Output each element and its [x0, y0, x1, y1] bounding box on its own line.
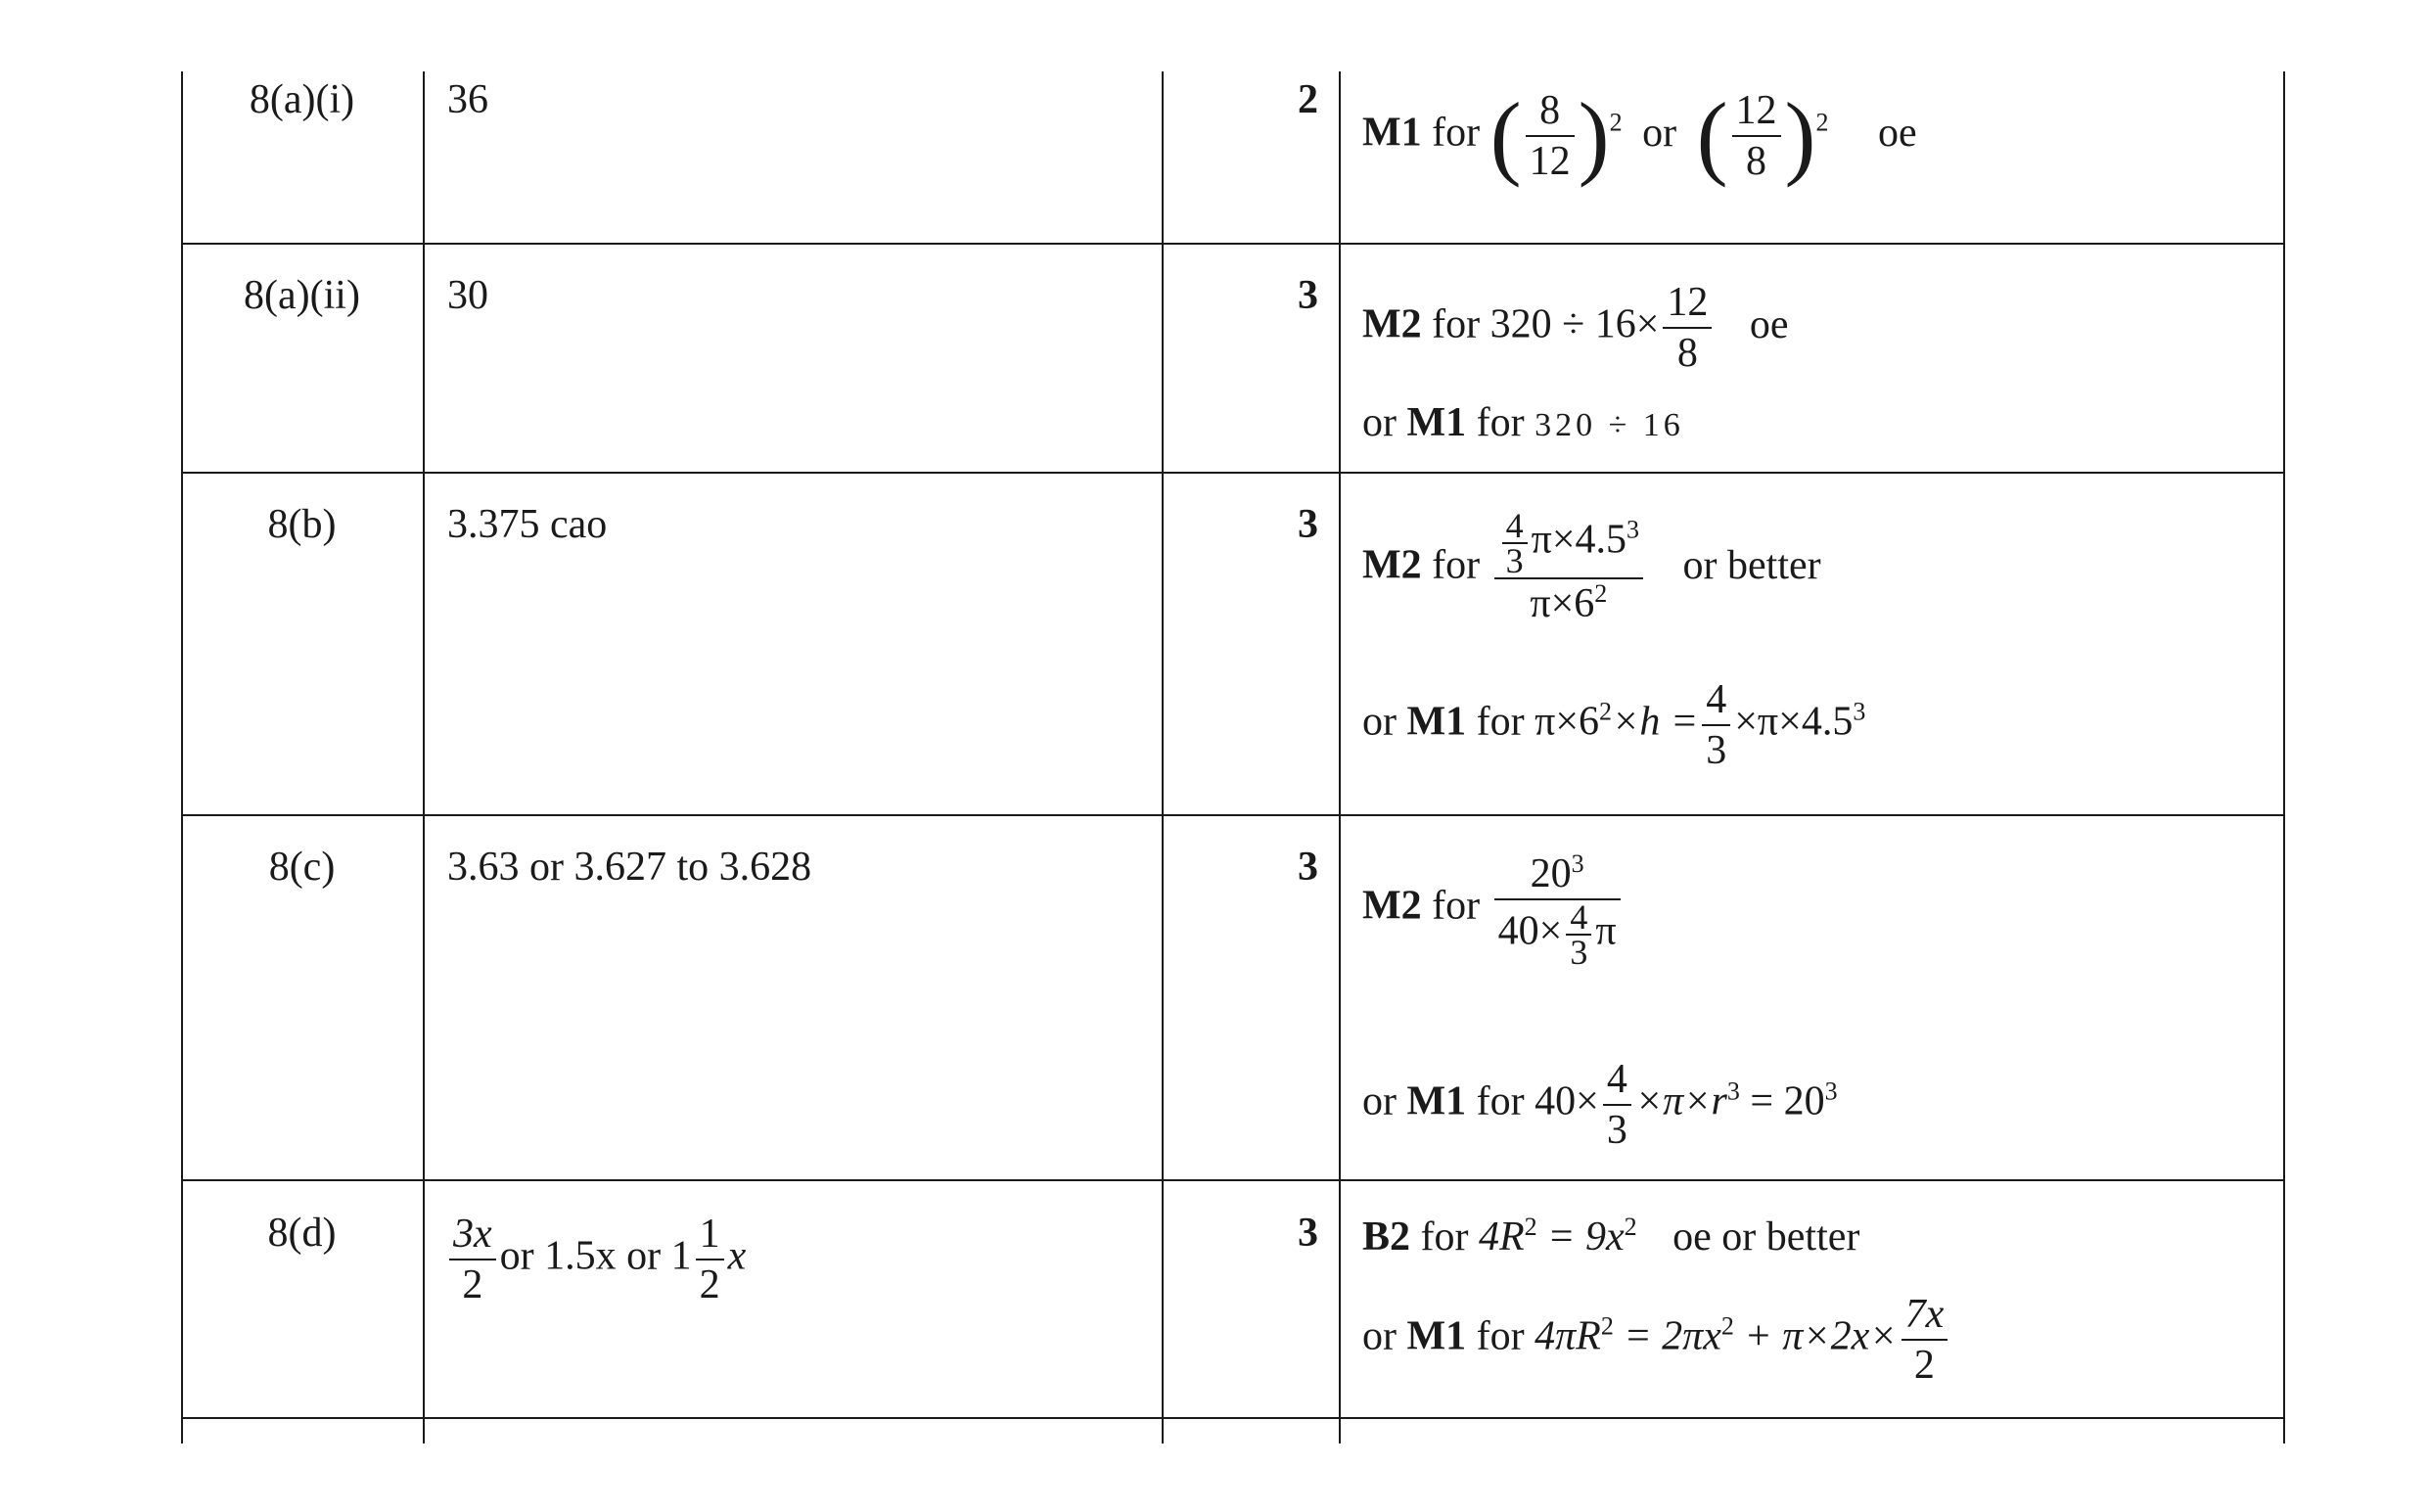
marks: 3	[1298, 273, 1318, 318]
fraction-denominator: 2	[1913, 1343, 1935, 1388]
marks: 3	[1298, 1211, 1318, 1256]
guidance-line	[1362, 1055, 1838, 1155]
fraction	[1702, 675, 1730, 775]
guidance-line	[1362, 675, 1865, 775]
row-separator	[181, 472, 2285, 474]
oe-text: oe	[1749, 301, 1789, 347]
expression: = 9x	[1536, 1214, 1625, 1260]
answer: 30	[447, 273, 488, 318]
compound-fraction	[1494, 506, 1643, 628]
fraction-numerator	[1494, 849, 1621, 900]
guidance-line	[1362, 83, 1917, 188]
mark-code: M2	[1362, 883, 1422, 929]
expression: ×h =	[1612, 699, 1699, 745]
exponent: 2	[1720, 1311, 1734, 1341]
mark-code: M1	[1406, 1313, 1467, 1359]
mark-code: B2	[1362, 1214, 1411, 1260]
right-paren: )	[1784, 83, 1816, 188]
expression: 4πR	[1535, 1313, 1601, 1359]
answer-text: x	[727, 1233, 747, 1279]
for-text: for	[1420, 1214, 1469, 1260]
guidance-line	[1362, 1214, 1859, 1260]
fraction-denominator: 3	[1570, 933, 1588, 972]
fraction-numerator: 3x	[449, 1210, 496, 1260]
fraction-denominator: 8	[1746, 139, 1767, 184]
fraction	[1663, 278, 1712, 378]
fraction-numerator: 4	[1603, 1055, 1631, 1106]
question-number: 8(a)(ii)	[244, 273, 360, 318]
expression: 320 ÷ 16	[1535, 407, 1684, 443]
fraction	[449, 1210, 496, 1309]
exponent: 2	[1815, 108, 1829, 137]
expression: π×6	[1535, 699, 1600, 745]
guidance-line	[1362, 506, 1821, 628]
exponent: 3	[1853, 697, 1866, 726]
fraction-denominator	[1494, 897, 1621, 972]
mark-code: M1	[1362, 110, 1422, 156]
question-number: 8(b)	[267, 502, 337, 547]
or-better-text: or better	[1682, 542, 1821, 588]
table-divider-marks	[1339, 71, 1341, 1443]
answer-text: or 1.5x or 1	[499, 1233, 692, 1279]
or-text: or	[1362, 400, 1397, 445]
fraction-numerator: 4	[1566, 900, 1591, 936]
left-paren: (	[1489, 83, 1522, 188]
or-text: or	[1362, 699, 1397, 745]
mark-code: M2	[1362, 542, 1422, 588]
fraction	[696, 1210, 724, 1309]
guidance-line	[1362, 278, 1789, 378]
fraction-denominator: 2	[699, 1262, 720, 1307]
or-text: or	[1362, 1078, 1397, 1124]
fraction-denominator: 12	[1529, 139, 1571, 184]
expression: ×π×4.5	[1734, 699, 1854, 745]
fraction	[1732, 86, 1781, 186]
expression: 320 ÷ 16×	[1489, 301, 1660, 347]
for-text: for	[1476, 1078, 1525, 1124]
fraction-denominator: 3	[1606, 1108, 1627, 1153]
expression: + π×2x×	[1733, 1313, 1898, 1359]
expression: ×π×r	[1634, 1078, 1727, 1124]
denominator-term: π	[1595, 908, 1617, 954]
marks: 2	[1298, 77, 1318, 122]
fraction-denominator: 8	[1676, 331, 1698, 376]
inner-fraction	[1502, 506, 1528, 580]
for-text: for	[1432, 301, 1481, 347]
fraction-numerator: 12	[1732, 86, 1781, 137]
exponent: 2	[1594, 579, 1608, 608]
answer: 36	[447, 77, 488, 122]
for-text: for	[1432, 542, 1481, 588]
for-text: for	[1432, 110, 1481, 156]
row-separator	[181, 814, 2285, 816]
exponent: 2	[1624, 1213, 1637, 1241]
exponent: 3	[1626, 515, 1640, 544]
compound-fraction	[1494, 849, 1621, 972]
expression: 4R	[1479, 1214, 1525, 1260]
fraction	[1526, 86, 1575, 186]
inner-fraction	[1566, 897, 1591, 972]
answer	[445, 1210, 746, 1309]
for-text: for	[1476, 400, 1525, 445]
marks: 3	[1298, 502, 1318, 547]
fraction-denominator: 3	[1706, 728, 1727, 773]
for-text: for	[1476, 699, 1525, 745]
exponent: 2	[1599, 697, 1613, 726]
fraction-numerator: 4	[1702, 675, 1730, 726]
expression: = 2πx	[1613, 1313, 1721, 1359]
guidance-line	[1362, 1290, 1951, 1390]
row-separator	[181, 243, 2285, 245]
for-text: for	[1476, 1313, 1525, 1359]
oe-text: oe	[1878, 110, 1917, 156]
marks: 3	[1298, 845, 1318, 890]
fraction	[1603, 1055, 1631, 1155]
expression: 40×	[1535, 1078, 1599, 1124]
expression: = 20	[1739, 1078, 1825, 1124]
row-separator	[181, 1179, 2285, 1181]
mark-code: M1	[1406, 699, 1467, 745]
numerator-term: 20	[1530, 851, 1572, 896]
or-text: or	[1642, 110, 1677, 156]
fraction-numerator	[1494, 506, 1643, 580]
answer: 3.375 cao	[447, 502, 608, 547]
exponent: 2	[1524, 1213, 1537, 1241]
question-number: 8(c)	[268, 845, 336, 890]
fraction-numerator: 1	[696, 1210, 724, 1260]
question-number: 8(d)	[267, 1211, 337, 1256]
exponent: 3	[1824, 1077, 1838, 1106]
mark-code: M1	[1406, 400, 1467, 445]
mark-code: M2	[1362, 301, 1422, 347]
fraction-denominator: 2	[462, 1262, 483, 1307]
answer: 3.63 or 3.627 to 3.628	[447, 845, 812, 890]
right-paren: )	[1578, 83, 1610, 188]
exponent: 3	[1571, 849, 1584, 878]
question-number: 8(a)(i)	[249, 77, 355, 122]
guidance-line	[1362, 849, 1625, 972]
exponent: 2	[1600, 1311, 1614, 1341]
exponent: 3	[1726, 1077, 1740, 1106]
mark-code: M1	[1406, 1078, 1467, 1124]
fraction-denominator: 3	[1505, 541, 1524, 580]
table-divider-question	[423, 71, 425, 1443]
for-text: for	[1432, 883, 1481, 929]
fraction-numerator: 7x	[1901, 1290, 1948, 1341]
fraction-denominator	[1494, 579, 1643, 628]
fraction	[1901, 1290, 1948, 1390]
denominator-term: 40×	[1497, 908, 1563, 954]
or-text: or	[1362, 1313, 1397, 1359]
table-border-right	[2283, 71, 2285, 1443]
guidance-line	[1362, 399, 1684, 446]
fraction-numerator: 4	[1502, 509, 1528, 544]
exponent: 2	[1609, 108, 1623, 137]
fraction-numerator: 12	[1663, 278, 1712, 329]
numerator-term: π×4.5	[1531, 517, 1627, 563]
row-separator	[181, 1417, 2285, 1419]
left-paren: (	[1696, 83, 1728, 188]
fraction-numerator: 8	[1526, 86, 1575, 137]
denominator-term: π×6	[1530, 581, 1595, 626]
oe-text: oe or better	[1672, 1214, 1860, 1260]
